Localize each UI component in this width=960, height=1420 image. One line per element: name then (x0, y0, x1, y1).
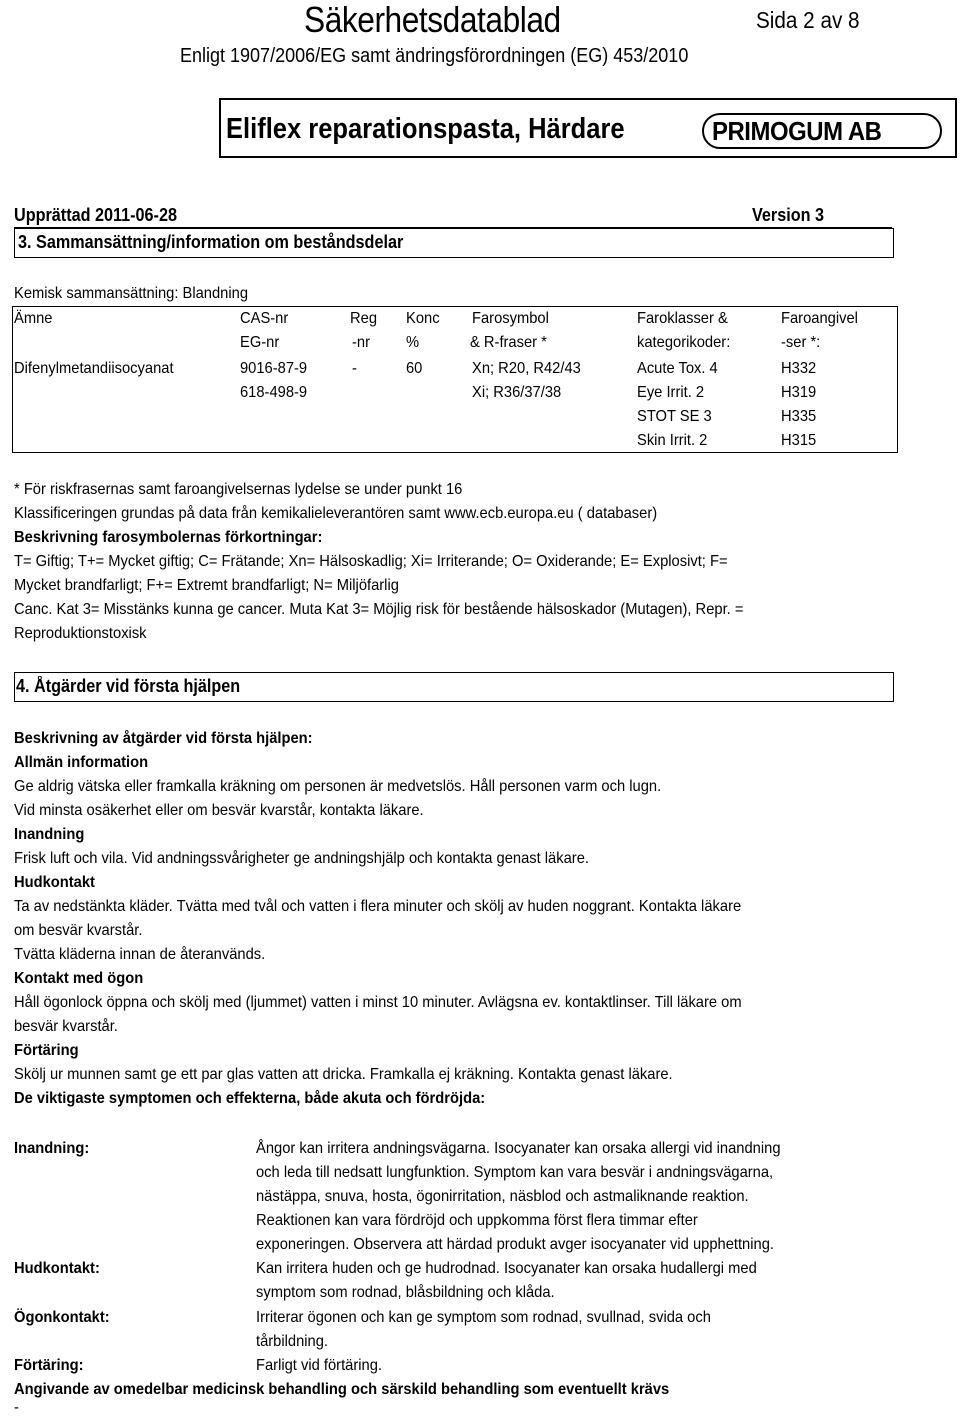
th-kategorikoder: kategorikoder: (637, 334, 731, 351)
symptom-label-ingestion: Förtäring: (14, 1357, 84, 1374)
document-title: Säkerhetsdatablad (304, 0, 561, 40)
skin-contact-heading: Hudkontakt (14, 874, 95, 891)
medical-treatment-heading: Angivande av omedelbar medicinsk behandling och särskild behandling som eventuellt krävs (14, 1381, 670, 1398)
th-konc-2: % (406, 334, 420, 351)
th-rfraser: & R-fraser * (470, 334, 547, 351)
cell-h-code-2: H319 (781, 384, 817, 401)
th-faroangivelser-2: -ser *: (781, 334, 821, 351)
abbreviations-line-2: Mycket brandfarligt; F+= Extremt brandfarligt; N= Miljöfarlig (14, 577, 399, 594)
eye-contact-heading: Kontakt med ögon (14, 970, 144, 987)
cell-substance: Difenylmetandiisocyanat (14, 360, 174, 377)
skin-contact-line-2: om besvär kvarstår. (14, 922, 143, 939)
cell-faroklass-2: Eye Irrit. 2 (637, 384, 705, 401)
cell-h-code-4: H315 (781, 432, 817, 449)
symptom-label-inhalation: Inandning: (14, 1140, 90, 1157)
ingestion-heading: Förtäring (14, 1042, 79, 1059)
regulation-subtitle: Enligt 1907/2006/EG samt ändringsförordningen (EG) 453/2010 (180, 45, 689, 67)
composition-type: Kemisk sammansättning: Blandning (14, 285, 249, 302)
symptom-inhalation-line-2: och leda till nedsatt lungfunktion. Symptom kan vara besvär i andningsvägarna, (256, 1164, 774, 1181)
first-aid-heading: Beskrivning av åtgärder vid första hjälpen: (14, 730, 313, 747)
abbreviations-line-3: Canc. Kat 3= Misstänks kunna ge cancer. Muta Kat 3= Möjlig risk för bestående hälsoskador (Mutagen), Repr. = (14, 601, 744, 618)
general-info-line-1: Ge aldrig vätska eller framkalla kräkning om personen är medvetslös. Håll personen varm och lugn. (14, 778, 662, 795)
symptom-skin-line-1: Kan irritera huden och ge hudrodnad. Isocyanater kan orsaka hudallergi med (256, 1260, 757, 1277)
symptoms-heading: De viktigaste symptomen och effekterna, både akuta och fördröjda: (14, 1090, 486, 1107)
company-logo-text: PRIMOGUM AB (712, 116, 882, 146)
symptom-eye-line-2: tårbildning. (256, 1333, 329, 1350)
symptom-label-eye: Ögonkontakt: (14, 1309, 110, 1326)
inhalation-heading: Inandning (14, 826, 85, 843)
th-konc: Konc (406, 310, 440, 327)
cell-h-code-3: H335 (781, 408, 817, 425)
cell-cas: 9016-87-9 (240, 360, 308, 377)
cell-reg: - (352, 360, 357, 377)
version-label: Version 3 (752, 205, 825, 225)
medical-treatment-text: - (14, 1399, 19, 1416)
symptom-inhalation-line-5: exponeringen. Observera att härdad produkt avger isocyanater vid upphettning. (256, 1236, 774, 1253)
classification-note: Klassificeringen grundas på data från kemikalieleverantören samt www.ecb.europa.eu ( databaser) (14, 505, 658, 522)
issue-date: Upprättad 2011-06-28 (14, 205, 177, 225)
page-number: Sida 2 av 8 (756, 7, 860, 33)
cell-faroklass-4: Skin Irrit. 2 (637, 432, 708, 449)
inhalation-text: Frisk luft och vila. Vid andningssvårigheter ge andningshjälp och kontakta genast läkare. (14, 850, 589, 867)
ingestion-text: Skölj ur munnen samt ge ett par glas vatten att dricka. Framkalla ej kräkning. Kontakta genast läkare. (14, 1066, 673, 1083)
abbreviations-line-1: T= Giftig; T+= Mycket giftig; C= Frätande; Xn= Hälsoskadlig; Xi= Irriterande; O= Oxiderande; E= Explosivt; F= (14, 553, 728, 570)
th-faroangivelser: Faroangivel (781, 310, 858, 327)
symptom-label-skin: Hudkontakt: (14, 1260, 100, 1277)
skin-contact-line-1: Ta av nedstänkta kläder. Tvätta med tvål och vatten i flera minuter och skölj av huden noggrant. Kontakta läkare (14, 898, 742, 915)
abbreviations-line-4: Reproduktionstoxisk (14, 625, 147, 642)
th-cas: CAS-nr (240, 310, 289, 327)
eye-contact-line-2: besvär kvarstår. (14, 1018, 118, 1035)
skin-contact-line-3: Tvätta kläderna innan de återanvänds. (14, 946, 266, 963)
th-reg: Reg (350, 310, 378, 327)
cell-eg: 618-498-9 (240, 384, 308, 401)
symptom-inhalation-line-4: Reaktionen kan vara fördröjd och uppkomma först flera timmar efter (256, 1212, 698, 1229)
symptom-ingestion-line-1: Farligt vid förtäring. (256, 1357, 382, 1374)
symptom-eye-line-1: Irriterar ögonen och kan ge symptom som rodnad, svullnad, svida och (256, 1309, 711, 1326)
section-4-heading: 4. Åtgärder vid första hjälpen (16, 676, 241, 696)
section-3-heading: 3. Sammansättning/information om beståndsdelar (18, 232, 404, 252)
general-info-line-2: Vid minsta osäkerhet eller om besvär kvarstår, kontakta läkare. (14, 802, 424, 819)
th-farosymbol: Farosymbol (472, 310, 549, 327)
th-amne: Ämne (14, 310, 53, 327)
eye-contact-line-1: Håll ögonlock öppna och skölj med (ljummet) vatten i minst 10 minuter. Avlägsna ev. kontaktlinser. Till läkare om (14, 994, 742, 1011)
abbreviations-heading: Beskrivning farosymbolernas förkortningar: (14, 529, 323, 546)
th-reg-2: -nr (352, 334, 370, 351)
th-faroklasser: Faroklasser & (637, 310, 728, 327)
cell-farosymbol-2: Xi; R36/37/38 (472, 384, 562, 401)
symptom-skin-line-2: symptom som rodnad, blåsbildning och klåda. (256, 1284, 555, 1301)
th-eg: EG-nr (240, 334, 280, 351)
general-info-heading: Allmän information (14, 754, 149, 771)
cell-konc: 60 (406, 360, 423, 377)
risk-phrase-note: * För riskfrasernas samt faroangivelsernas lydelse se under punkt 16 (14, 481, 463, 498)
cell-faroklass-3: STOT SE 3 (637, 408, 712, 425)
cell-h-code-1: H332 (781, 360, 817, 377)
cell-farosymbol-1: Xn; R20, R42/43 (472, 360, 581, 377)
cell-faroklass-1: Acute Tox. 4 (637, 360, 718, 377)
symptom-inhalation-line-1: Ångor kan irritera andningsvägarna. Isocyanater kan orsaka allergi vid inandning (256, 1140, 781, 1157)
symptom-inhalation-line-3: nästäppa, snuva, hosta, ögonirritation, näsblod och astmaliknande reaktion. (256, 1188, 749, 1205)
product-name: Eliflex reparationspasta, Härdare (226, 113, 625, 145)
